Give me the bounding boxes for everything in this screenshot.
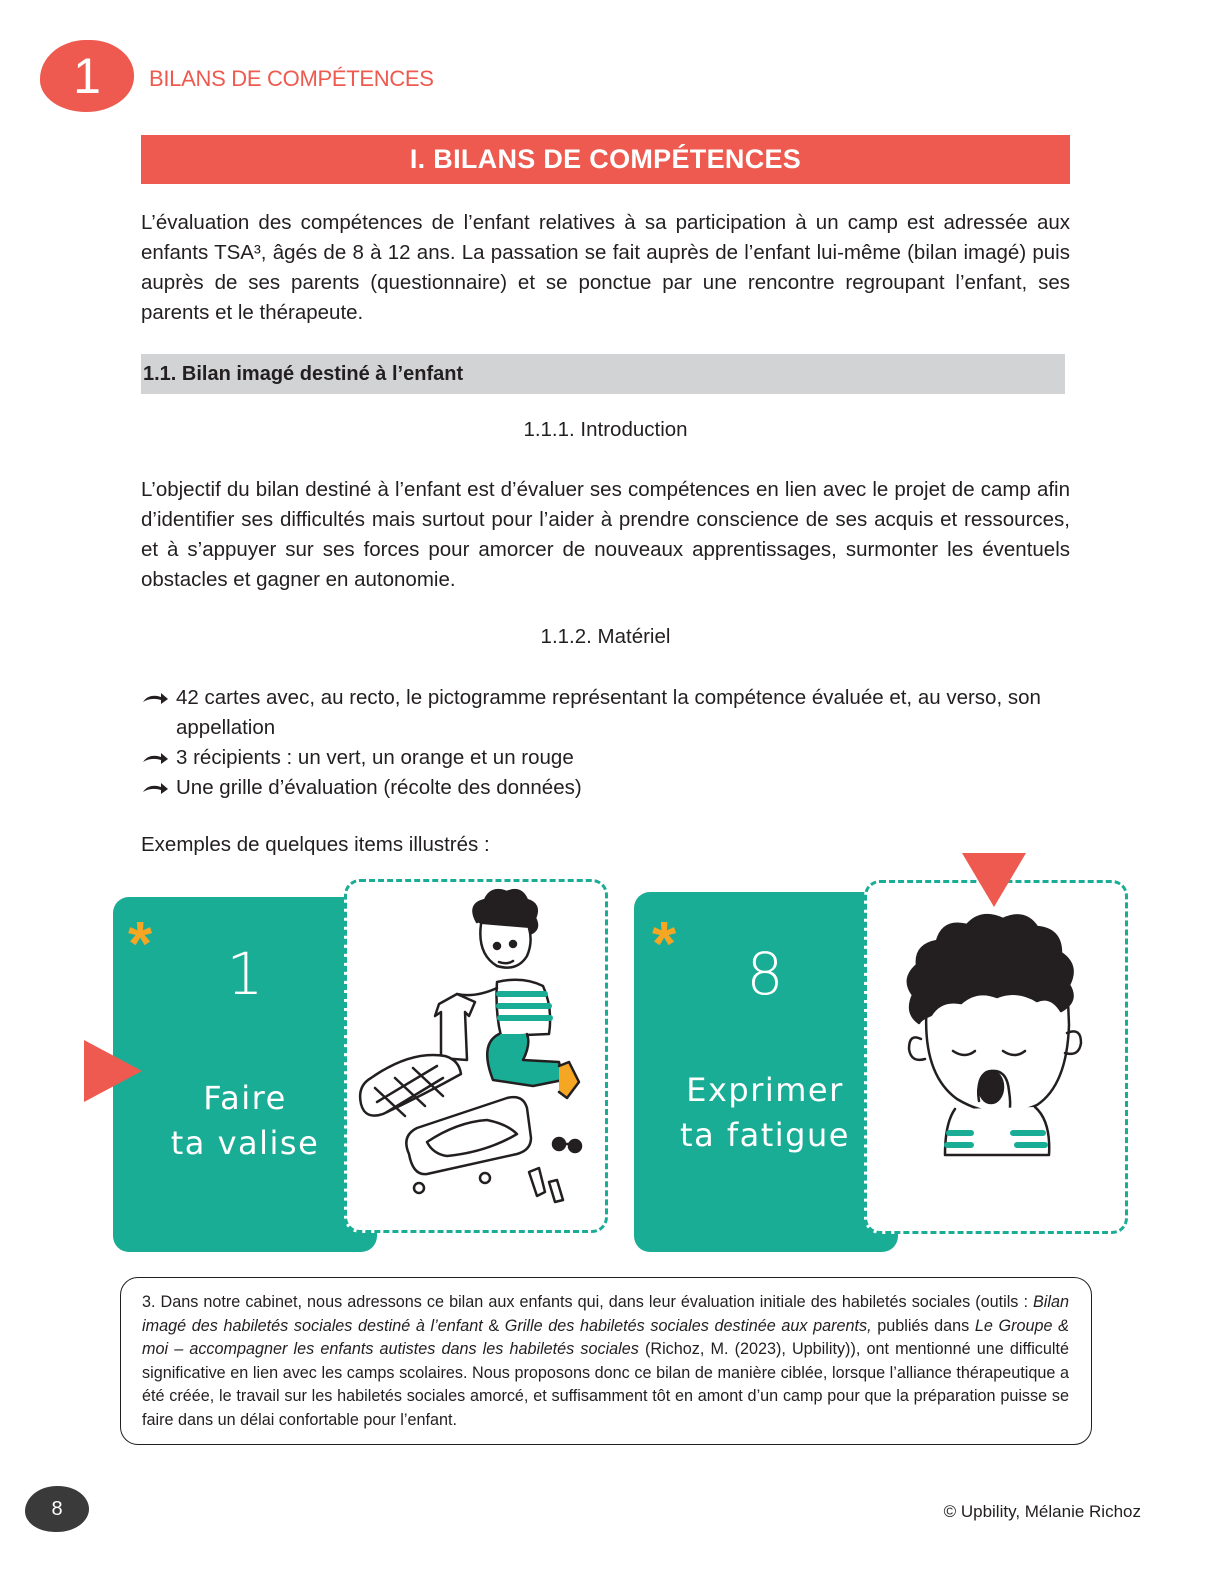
chapter-title: BILANS DE COMPÉTENCES (149, 66, 434, 91)
card-1-picture (344, 879, 608, 1233)
child-yawning-illustration (867, 883, 1125, 1231)
subsection-title-text: 1.1. Bilan imagé destiné à l’enfant (143, 362, 464, 385)
asterisk-icon: * (652, 910, 677, 979)
footnote-italic: Le Groupe & moi – accompagner les enfants autistes dans les habiletés sociales (142, 1316, 1069, 1359)
copyright: © Upbility, Mélanie Richoz (943, 1502, 1141, 1521)
list-item-text: 42 cartes avec, au recto, le pictogramme représentant la compétence évaluée et, au verso, son appellation (176, 686, 1041, 739)
arrow-bullet-icon (141, 691, 169, 705)
intro-paragraph: L’évaluation des compétences de l’enfant relatives à sa participation à un camp est adressée aux enfants TSA³, âgés de 8 à 12 ans. La passation se fait auprès de l’enfant lui-même (bilan imagé) puis auprès de ses parents (questionnaire) et se ponctue par une rencontre regroupant l’enfant, ses parents et le thérapeute. (141, 211, 1070, 324)
introduction-heading: 1.1.1. Introduction (523, 418, 688, 441)
triangle-pointer-icon (962, 853, 1026, 907)
footnote-part: 3. Dans notre cabinet, nous adressons ce bilan aux enfants qui, dans leur évaluation initiale des habiletés sociales (outils : (142, 1293, 1033, 1311)
page-number (25, 1486, 89, 1532)
card-1-number: 1 (226, 940, 264, 1008)
list-item (141, 743, 1081, 773)
objective-paragraph: L’objectif du bilan destiné à l’enfant est d’évaluer ses compétences en lien avec le projet de camp afin d’identifier ses difficultés mais surtout pour l’aider à prendre conscience de ses acquis et ressources, et à s’appuyer sur ses forces pour amorcer de nouveaux apprentissages, surmonter les éventuels obstacles et gagner en autonomie. (141, 478, 1070, 591)
list-item (141, 683, 1081, 743)
card-2-label: Exprimer ta fatigue (680, 1071, 850, 1154)
material-list (141, 683, 1081, 803)
triangle-pointer-icon (84, 1040, 142, 1102)
footnote-box (120, 1277, 1092, 1445)
list-item (141, 773, 1081, 803)
card-1-label: Faire ta valise (170, 1079, 320, 1162)
footnote-part: publiés dans (871, 1316, 975, 1335)
card-2-picture (864, 880, 1128, 1234)
asterisk-icon: * (128, 910, 153, 979)
footnote-text (142, 1291, 1069, 1433)
footnote-italic: Grille des habiletés sociales destinée aux parents, (504, 1316, 872, 1335)
card-2-number: 8 (746, 940, 784, 1008)
list-item-text: Une grille d’évaluation (récolte des données) (176, 776, 582, 799)
arrow-bullet-icon (141, 751, 169, 765)
child-packing-suitcase-illustration (347, 882, 605, 1230)
chapter-number-badge (40, 40, 134, 112)
footnote-part: (Richoz, M. (2023), Upbility)), ont mentionné une difficulté significative en lien avec les camps scolaires. Nous proposons donc ce bilan de manière ciblée, lorsque l’alliance thérapeutique a été créée, le travail sur les habiletés sociales amorcé, et suffisamment tôt en amont d’un camp pour que la préparation puisse se faire dans un délai confortable pour l’enfant. (142, 1340, 1069, 1429)
list-item-text: 3 récipients : un vert, un orange et un rouge (176, 746, 574, 769)
chapter-number: 1 (73, 48, 101, 104)
page-number-text: 8 (51, 1497, 63, 1520)
examples-label: Exemples de quelques items illustrés : (141, 833, 490, 856)
footnote-italic: Bilan imagé des habiletés sociales destiné à l’enfant (142, 1293, 1069, 1335)
footnote-part: & (482, 1316, 505, 1335)
section-title: I. BILANS DE COMPÉTENCES (141, 135, 1070, 184)
material-heading: 1.1.2. Matériel (540, 625, 671, 648)
arrow-bullet-icon (141, 781, 169, 795)
subsection-title (141, 354, 1065, 394)
